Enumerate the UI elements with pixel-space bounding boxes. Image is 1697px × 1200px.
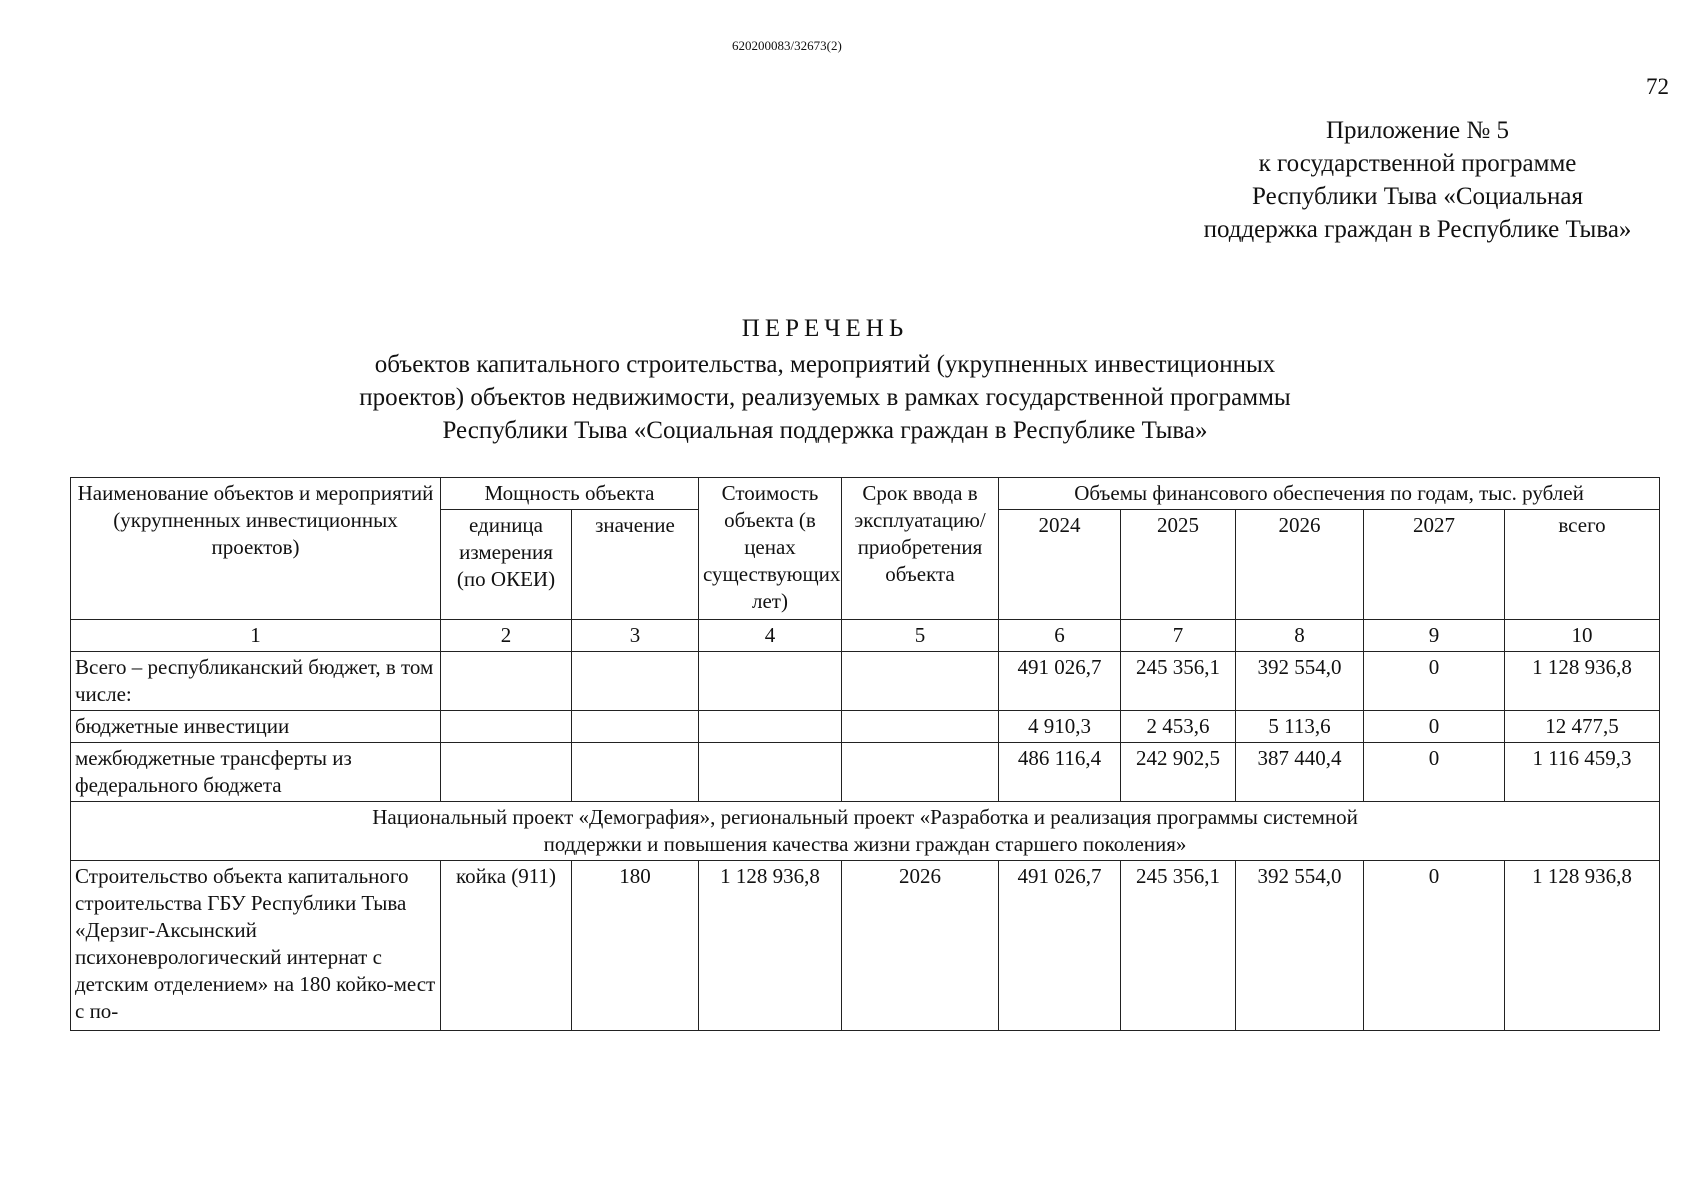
- project-2027: 0: [1364, 861, 1505, 1031]
- title-line: объектов капитального строительства, мероприятий (укрупненных инвестиционных: [374, 351, 1276, 378]
- header-unit: единица измерения (по ОКЕИ): [441, 510, 572, 620]
- table-row: [71, 711, 1660, 743]
- appendix-line: Приложение № 5: [1325, 117, 1510, 144]
- column-number: 9: [1364, 620, 1505, 652]
- row-unit: [441, 743, 572, 802]
- column-number: 2: [441, 620, 572, 652]
- row-2024: 486 116,4: [999, 743, 1121, 802]
- row-2025: 245 356,1: [1121, 652, 1236, 711]
- row-total: 12 477,5: [1505, 711, 1660, 743]
- appendix-line: поддержка граждан в Республике Тыва»: [1203, 216, 1632, 243]
- section-title: Национальный проект «Демография», региональный проект «Разработка и реализация программы системной поддержки и повышения качества жизни граждан старшего поколения»: [71, 802, 1660, 861]
- row-name: бюджетные инвестиции: [71, 711, 441, 743]
- row-2026: 392 554,0: [1236, 652, 1364, 711]
- row-2025: 2 453,6: [1121, 711, 1236, 743]
- row-2024: 491 026,7: [999, 652, 1121, 711]
- project-value: 180: [572, 861, 699, 1031]
- column-number: 7: [1121, 620, 1236, 652]
- header-year-2027: 2027: [1364, 510, 1505, 620]
- table-row: [71, 861, 1660, 1031]
- row-value: [572, 652, 699, 711]
- row-value: [572, 743, 699, 802]
- project-2024: 491 026,7: [999, 861, 1121, 1031]
- row-2027: 0: [1364, 711, 1505, 743]
- title-line: проектов) объектов недвижимости, реализуемых в рамках государственной программы: [359, 384, 1291, 411]
- objects-table: [70, 477, 1660, 1031]
- header-value: значение: [572, 510, 699, 620]
- header-cost: Стоимость объекта (в ценах существующих лет): [699, 478, 842, 620]
- row-term: [842, 743, 999, 802]
- column-number: 10: [1505, 620, 1660, 652]
- row-2024: 4 910,3: [999, 711, 1121, 743]
- header-name: Наименование объектов и мероприятий (укрупненных инвестиционных проектов): [71, 478, 441, 620]
- title-line: Республики Тыва «Социальная поддержка граждан в Республике Тыва»: [442, 417, 1208, 444]
- column-number: 5: [842, 620, 999, 652]
- appendix-note: [1150, 114, 1685, 246]
- column-number: 1: [71, 620, 441, 652]
- row-cost: [699, 652, 842, 711]
- project-cost: 1 128 936,8: [699, 861, 842, 1031]
- row-name: межбюджетные трансферты из федерального бюджета: [71, 743, 441, 802]
- row-total: 1 128 936,8: [1505, 652, 1660, 711]
- appendix-line: Республики Тыва «Социальная: [1252, 183, 1583, 210]
- project-2026: 392 554,0: [1236, 861, 1364, 1031]
- table-row: [71, 743, 1660, 802]
- row-unit: [441, 711, 572, 743]
- row-cost: [699, 743, 842, 802]
- column-number: 8: [1236, 620, 1364, 652]
- row-term: [842, 652, 999, 711]
- row-2027: 0: [1364, 743, 1505, 802]
- header-capacity: Мощность объекта: [441, 478, 699, 510]
- row-total: 1 116 459,3: [1505, 743, 1660, 802]
- appendix-line: к государственной программе: [1258, 150, 1577, 177]
- header-funding: Объемы финансового обеспечения по годам, тыс. рублей: [999, 478, 1660, 510]
- column-number: 4: [699, 620, 842, 652]
- row-unit: [441, 652, 572, 711]
- section-row: [71, 802, 1660, 861]
- header-year-2026: 2026: [1236, 510, 1364, 620]
- document-title: [240, 312, 1410, 447]
- column-number: 6: [999, 620, 1121, 652]
- project-2025: 245 356,1: [1121, 861, 1236, 1031]
- row-term: [842, 711, 999, 743]
- header-year-2025: 2025: [1121, 510, 1236, 620]
- project-unit: койка (911): [441, 861, 572, 1031]
- title-heading: ПЕРЕЧЕНЬ: [741, 315, 909, 342]
- table-row: [71, 652, 1660, 711]
- project-term: 2026: [842, 861, 999, 1031]
- column-number: 3: [572, 620, 699, 652]
- row-2026: 387 440,4: [1236, 743, 1364, 802]
- row-cost: [699, 711, 842, 743]
- project-name: Строительство объекта капитального строительства ГБУ Республики Тыва «Дерзиг-Аксынский психоневрологический интернат с детским отделением» на 180 койко-мест с по-: [71, 861, 441, 1031]
- header-term: Срок ввода в эксплуатацию/ приобретения объекта: [842, 478, 999, 620]
- project-total: 1 128 936,8: [1505, 861, 1660, 1031]
- row-name: Всего – республиканский бюджет, в том числе:: [71, 652, 441, 711]
- header-year-2024: 2024: [999, 510, 1121, 620]
- page-number: 72: [1646, 74, 1669, 99]
- row-2025: 242 902,5: [1121, 743, 1236, 802]
- row-2027: 0: [1364, 652, 1505, 711]
- row-value: [572, 711, 699, 743]
- header-total: всего: [1505, 510, 1660, 620]
- document-id: 620200083/32673(2): [732, 38, 842, 53]
- row-2026: 5 113,6: [1236, 711, 1364, 743]
